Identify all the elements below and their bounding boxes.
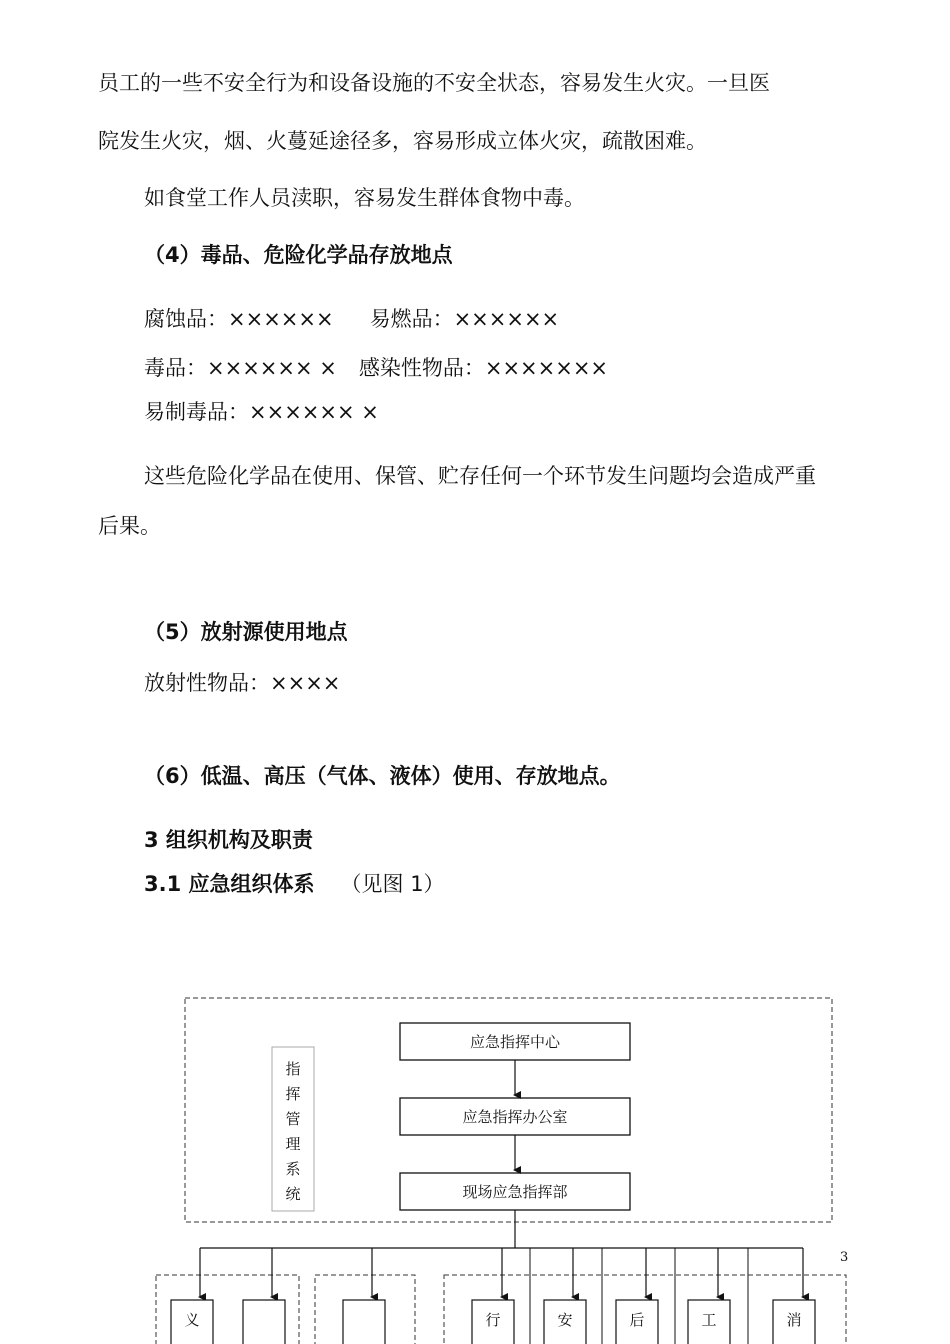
department-label: 义 <box>184 1311 200 1329</box>
department-label: 后 <box>629 1311 645 1329</box>
command-office-label: 应急指挥办公室 <box>462 1108 568 1126</box>
corrosive-text: 腐蚀品：×××××× <box>144 307 334 331</box>
section-3-heading: 3 组织机构及职责 <box>144 828 313 852</box>
side-label-char: 指 <box>285 1060 301 1078</box>
flammable-text: 易燃品：×××××× <box>369 307 560 331</box>
radioactive-location: 放射性物品：×××× <box>144 671 341 695</box>
paragraph-line: 院发生火灾，烟、火蔓延途径多，容易形成立体火灾，疏散困难。 <box>98 129 707 153</box>
heading-6: （6）低温、高压（气体、液体）使用、存放地点。 <box>144 764 621 788</box>
department-label: 行 <box>485 1311 501 1329</box>
department-label: 安 <box>557 1311 573 1329</box>
section-3-1-title: 3.1 应急组织体系 <box>144 872 315 896</box>
department-box <box>243 1300 285 1344</box>
paragraph-line: 员工的一些不安全行为和设备设施的不安全状态，容易发生火灾。一旦医 <box>98 71 770 95</box>
precursor-location: 易制毒品：×××××× × <box>144 400 379 424</box>
figure-reference: （见图 1） <box>340 872 445 896</box>
onsite-command-label: 现场应急指挥部 <box>462 1183 568 1201</box>
command-center-label: 应急指挥中心 <box>469 1033 561 1051</box>
side-label-char: 管 <box>285 1110 301 1128</box>
side-label-char: 系 <box>285 1160 301 1178</box>
department-label: 工 <box>701 1311 717 1329</box>
department-label: 消 <box>786 1311 802 1329</box>
heading-5: （5）放射源使用地点 <box>144 620 348 644</box>
paragraph-line: 如食堂工作人员渎职，容易发生群体食物中毒。 <box>144 186 585 210</box>
paragraph-line: 这些危险化学品在使用、保管、贮存任何一个环节发生问题均会造成严重 <box>144 464 816 488</box>
infectious-text: 感染性物品：××××××× <box>358 356 609 380</box>
department-box <box>343 1300 385 1344</box>
side-label <box>285 1060 300 1203</box>
heading-4: （4）毒品、危险化学品存放地点 <box>144 243 453 267</box>
page-number: 3 <box>840 1250 849 1265</box>
paragraph-line: 后果。 <box>98 514 161 538</box>
poison-text: 毒品：×××××× × <box>144 356 337 380</box>
side-label-char: 挥 <box>285 1085 301 1103</box>
side-label-char: 统 <box>285 1185 301 1203</box>
side-label-char: 理 <box>285 1135 301 1153</box>
